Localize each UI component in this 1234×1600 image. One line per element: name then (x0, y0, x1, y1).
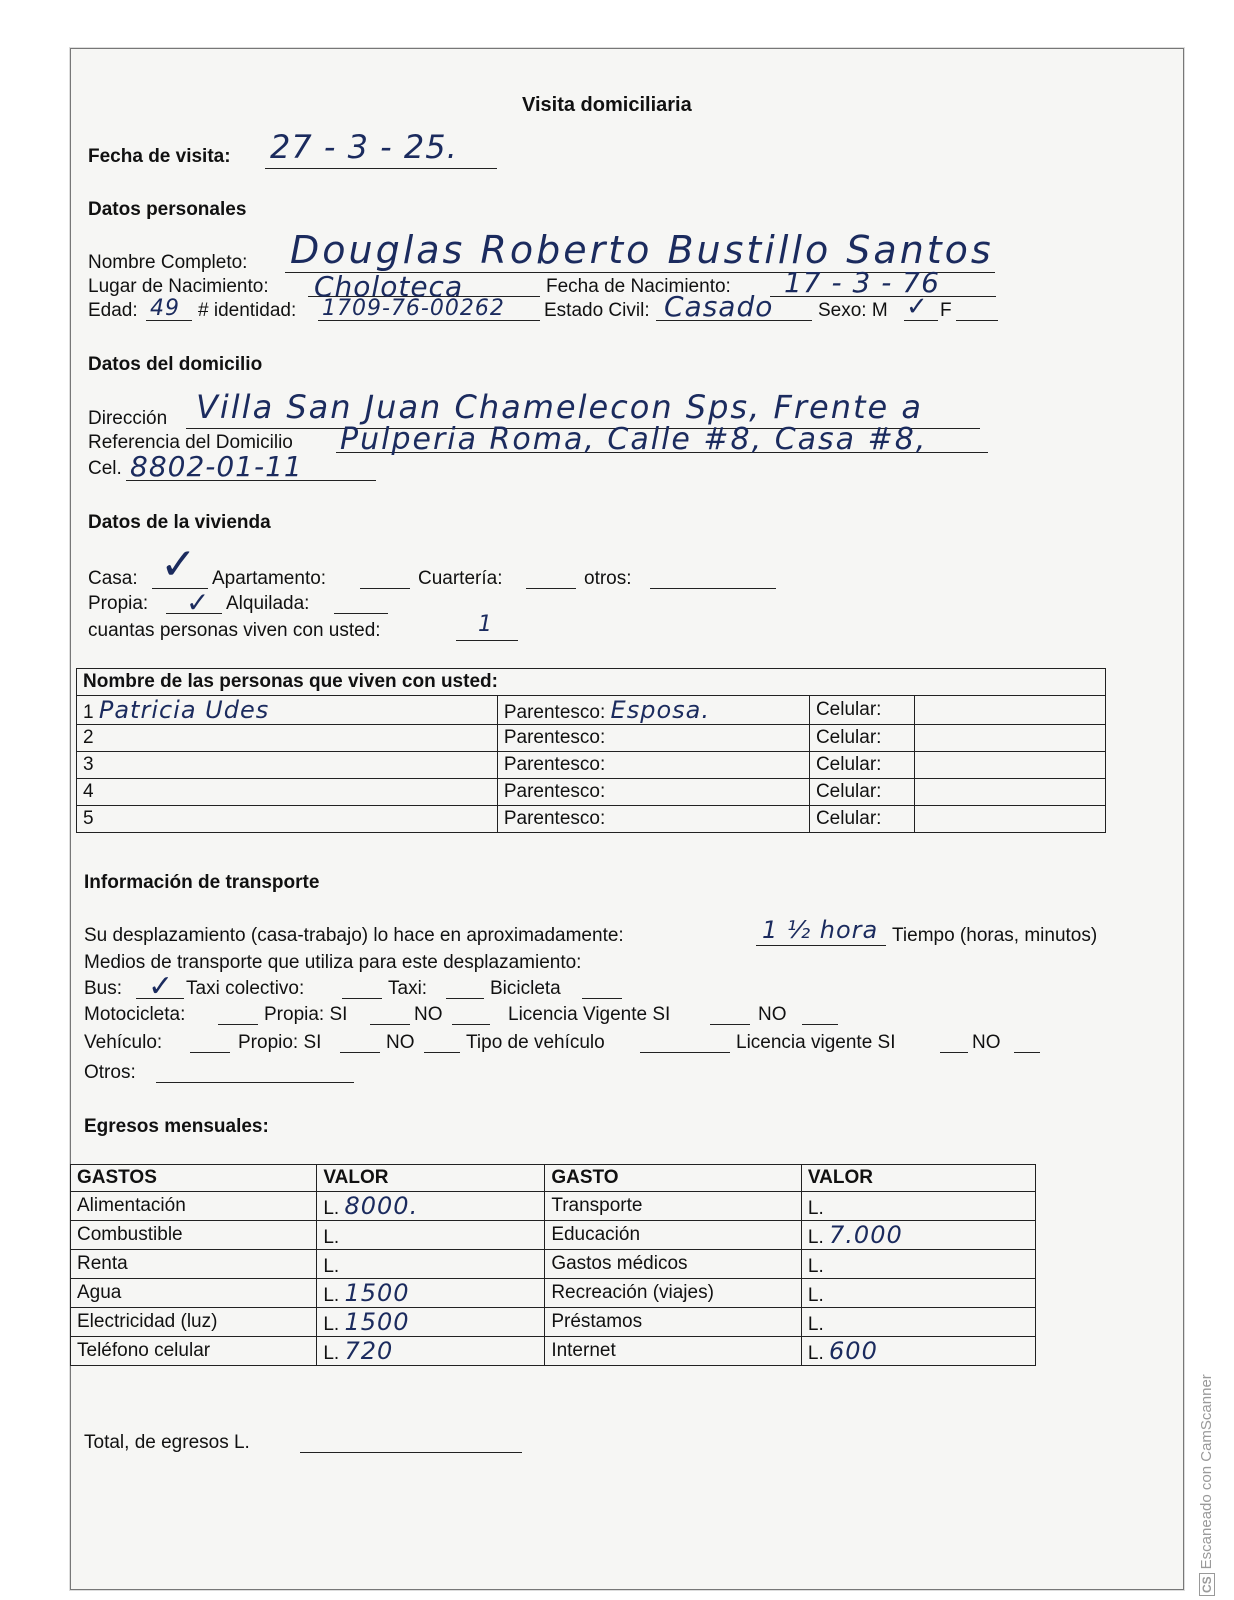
row-number: 1 (83, 702, 94, 723)
camscanner-logo-icon: CS (1199, 1573, 1215, 1596)
gasto-name: Internet (545, 1337, 802, 1366)
edad-value: 49 (150, 296, 180, 321)
currency: L. (323, 1198, 340, 1219)
bus-check-icon: ✓ (148, 969, 174, 1004)
fecha-visita-value: 27 - 3 - 25. (270, 128, 458, 166)
referencia-label: Referencia del Domicilio (88, 432, 293, 453)
alquilada-label: Alquilada: (226, 593, 310, 614)
identidad-label: # identidad: (198, 300, 297, 321)
gasto-value: 7.000 (829, 1221, 903, 1249)
gasto-name: Teléfono celular (71, 1337, 317, 1366)
gasto-value: 1500 (344, 1279, 410, 1307)
licencia2-label: Licencia vigente SI (736, 1032, 896, 1053)
table-row (71, 1308, 1036, 1337)
otros-vivienda-line (650, 588, 776, 589)
otros-transporte-line (156, 1082, 354, 1083)
row-number: 4 (83, 781, 94, 802)
vehiculo-line (190, 1052, 230, 1053)
bicicleta-line (582, 998, 622, 999)
gasto-value: 720 (344, 1337, 394, 1365)
casa-label: Casa: (88, 568, 138, 589)
currency: L. (807, 1227, 824, 1248)
desplazamiento-value: 1 ½ hora (762, 916, 879, 944)
nombre-label: Nombre Completo: (88, 252, 248, 273)
cuantas-label: cuantas personas viven con usted: (88, 620, 381, 641)
cuarteria-label: Cuartería: (418, 568, 503, 589)
datos-personales-heading: Datos personales (88, 199, 247, 220)
vehiculo-propio-label: Propio: SI (238, 1032, 322, 1053)
persona-celular (914, 806, 1105, 833)
datos-domicilio-heading: Datos del domicilio (88, 354, 263, 375)
table-row (77, 752, 1106, 779)
gasto-name: Recreación (viajes) (545, 1279, 802, 1308)
celular-label: Celular: (809, 752, 914, 779)
cuarteria-line (526, 588, 576, 589)
propia-check-icon: ✓ (186, 586, 210, 619)
tipo-vehiculo-line (640, 1052, 730, 1053)
edad-label: Edad: (88, 300, 138, 321)
cel-label: Cel. (88, 458, 122, 479)
gasto-name: Gastos médicos (545, 1250, 802, 1279)
table-row (71, 1279, 1036, 1308)
licencia-si-line (710, 1024, 750, 1025)
moto-no-line (452, 1024, 490, 1025)
gasto-value: 8000. (344, 1192, 419, 1220)
table-row (77, 806, 1106, 833)
sexo-f-line (956, 320, 998, 321)
moto-label: Motocicleta: (84, 1004, 186, 1025)
currency: L. (323, 1256, 340, 1277)
celular-label: Celular: (809, 806, 914, 833)
egresos-table-header (71, 1165, 1036, 1192)
taxi-colectivo-label: Taxi colectivo: (186, 978, 305, 999)
moto-no-label: NO (414, 1004, 443, 1025)
celular-label: Celular: (809, 725, 914, 752)
table-row (77, 725, 1106, 752)
apartamento-line (360, 588, 410, 589)
desplazamiento-line (756, 945, 886, 946)
currency: L. (323, 1227, 340, 1248)
table-row (77, 779, 1106, 806)
nombre-value: Douglas Roberto Bustillo Santos (290, 228, 994, 272)
fecha-visita-line (265, 168, 497, 169)
otros-transporte-label: Otros: (84, 1062, 136, 1083)
row-number: 5 (83, 808, 94, 829)
row-number: 2 (83, 727, 94, 748)
parentesco-label: Parentesco: (503, 702, 606, 723)
personas-table-header (77, 669, 1106, 696)
gasto-value: 600 (829, 1337, 878, 1365)
datos-vivienda-heading: Datos de la vivienda (88, 512, 271, 533)
taxi-line (446, 998, 484, 999)
currency: L. (323, 1343, 340, 1364)
form-title: Visita domiciliaria (522, 94, 692, 116)
referencia-value: Pulperia Roma, Calle #8, Casa #8, (340, 422, 928, 457)
lugar-label: Lugar de Nacimiento: (88, 276, 269, 297)
egresos-heading: Egresos mensuales: (84, 1116, 269, 1137)
parentesco-label: Parentesco: (503, 808, 606, 829)
persona-celular (914, 696, 1105, 725)
camscanner-text: Escaneado con CamScanner (1198, 1374, 1215, 1570)
moto-propia-label: Propia: SI (264, 1004, 348, 1025)
total-egresos-label: Total, de egresos L. (84, 1432, 250, 1453)
parentesco-label: Parentesco: (503, 754, 606, 775)
tiempo-label: Tiempo (horas, minutos) (892, 925, 1098, 946)
table-row (77, 696, 1106, 725)
estado-label: Estado Civil: (544, 300, 650, 321)
personas-table (76, 668, 1106, 833)
gasto-name: Agua (71, 1279, 317, 1308)
apartamento-label: Apartamento: (212, 568, 327, 589)
table-row (71, 1221, 1036, 1250)
gasto-name: Renta (71, 1250, 317, 1279)
fecha-nac-label: Fecha de Nacimiento: (546, 276, 731, 297)
persona-celular (914, 752, 1105, 779)
medios-label: Medios de transporte que utiliza para este desplazamiento: (84, 952, 582, 973)
persona-celular (914, 779, 1105, 806)
personas-header: Nombre de las personas que viven con usted: (77, 669, 1106, 696)
row-number: 3 (83, 754, 94, 775)
persona-nombre: Patricia Udes (98, 696, 270, 724)
moto-line (218, 1024, 258, 1025)
licencia2-si-line (940, 1052, 968, 1053)
direccion-label: Dirección (88, 408, 168, 429)
taxi-colectivo-line (342, 998, 382, 999)
currency: L. (807, 1256, 824, 1277)
bicicleta-label: Bicicleta (490, 978, 561, 999)
total-egresos-line (300, 1452, 522, 1453)
currency: L. (807, 1343, 824, 1364)
cel-value: 8802-01-11 (130, 450, 303, 483)
camscanner-watermark (1188, 1336, 1228, 1596)
fecha-visita-label: Fecha de visita: (88, 146, 231, 167)
currency: L. (807, 1198, 824, 1219)
vehiculo-no-label: NO (386, 1032, 415, 1053)
vehiculo-no-line (424, 1052, 460, 1053)
gasto-name: Préstamos (545, 1308, 802, 1337)
col-gasto: GASTO (545, 1165, 802, 1192)
currency: L. (323, 1314, 340, 1335)
cuantas-line (456, 640, 518, 641)
tipo-vehiculo-label: Tipo de vehículo (466, 1032, 605, 1053)
estado-value: Casado (664, 290, 774, 323)
sexo-m-check-icon: ✓ (906, 292, 928, 322)
col-valor: VALOR (317, 1165, 545, 1192)
identidad-value: 1709-76-00262 (322, 296, 505, 321)
licencia2-no-line (1014, 1052, 1040, 1053)
fecha-nac-value: 17 - 3 - 76 (784, 266, 940, 299)
gasto-name: Alimentación (71, 1192, 317, 1221)
celular-label: Celular: (809, 696, 914, 725)
taxi-label: Taxi: (388, 978, 428, 999)
persona-celular (914, 725, 1105, 752)
moto-propia-si-line (370, 1024, 410, 1025)
otros-vivienda-label: otros: (584, 568, 632, 589)
gasto-name: Transporte (545, 1192, 802, 1221)
transporte-heading: Información de transporte (84, 872, 320, 893)
currency: L. (323, 1285, 340, 1306)
persona-parentesco: Esposa. (610, 696, 710, 724)
lugar-value: Choloteca (314, 270, 464, 303)
parentesco-label: Parentesco: (503, 781, 606, 802)
desplazamiento-label: Su desplazamiento (casa-trabajo) lo hace en aproximadamente: (84, 925, 624, 946)
table-row (71, 1192, 1036, 1221)
bus-label: Bus: (84, 978, 123, 999)
vehiculo-label: Vehículo: (84, 1032, 163, 1053)
currency: L. (807, 1314, 824, 1335)
gasto-name: Educación (545, 1221, 802, 1250)
sexo-f-label: F (940, 300, 952, 321)
gasto-name: Electricidad (luz) (71, 1308, 317, 1337)
vehiculo-propio-si-line (340, 1052, 380, 1053)
currency: L. (807, 1285, 824, 1306)
parentesco-label: Parentesco: (503, 727, 606, 748)
cuantas-value: 1 (478, 612, 493, 637)
col-valor-2: VALOR (801, 1165, 1035, 1192)
gasto-value: 1500 (344, 1308, 410, 1336)
table-row (71, 1337, 1036, 1366)
direccion-value: Villa San Juan Chamelecon Sps, Frente a (196, 388, 923, 426)
casa-check-icon: ✓ (160, 539, 197, 590)
celular-label: Celular: (809, 779, 914, 806)
propia-label: Propia: (88, 593, 149, 614)
gasto-name: Combustible (71, 1221, 317, 1250)
egresos-table (70, 1164, 1036, 1366)
sexo-label: Sexo: M (818, 300, 888, 321)
licencia-no-line (802, 1024, 838, 1025)
alquilada-line (334, 613, 388, 614)
licencia-label: Licencia Vigente SI (508, 1004, 671, 1025)
licencia-no-label: NO (758, 1004, 787, 1025)
licencia2-no-label: NO (972, 1032, 1001, 1053)
col-gastos: GASTOS (71, 1165, 317, 1192)
table-row (71, 1250, 1036, 1279)
